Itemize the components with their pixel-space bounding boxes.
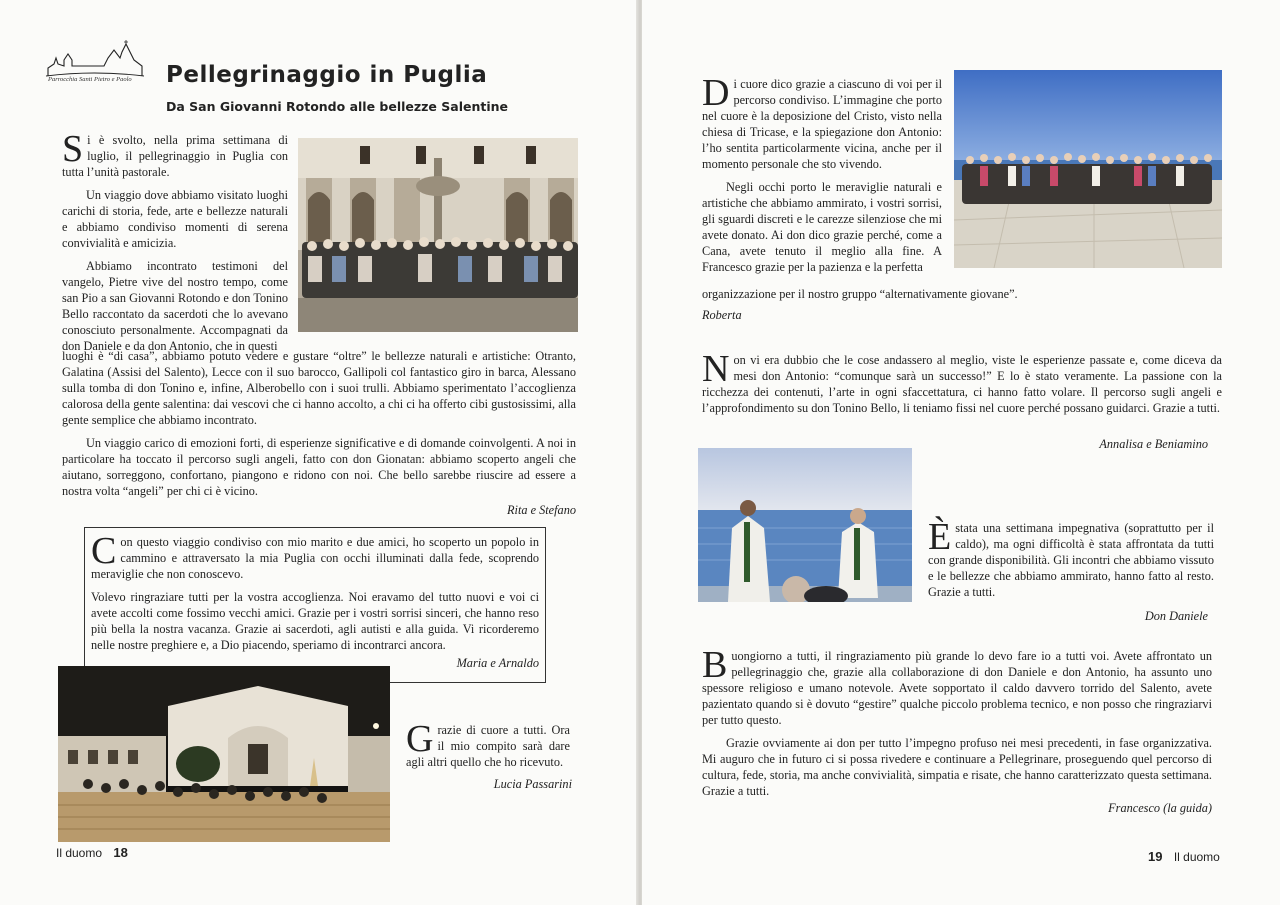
signature: Don Daniele <box>1144 609 1208 623</box>
paragraph: organizzazione per il nostro gruppo “alternativamente giovane”. <box>702 287 1018 301</box>
article-2 <box>702 348 1222 416</box>
group-seaside-photo <box>954 70 1222 268</box>
article-1-bottom <box>62 348 576 499</box>
paragraph: Con questo viaggio condiviso con mio marito e due amici, ho scoperto un popolo in cammino e attraversato la mia Puglia con occhi illuminati dalla fede, scoprendo meraviglie che non conoscevo. <box>91 530 539 581</box>
paragraph: Negli occhi porto le meraviglie naturali e artistiche che abbiamo ammirato, i vostri sorrisi, gli sguardi discreti e le carezze silenziose che mi avete donato. Ai don dico grazie perché, come a Cana, avete tenuto il meglio alla fine. A Francesco grazie per la pazienza e la perfetta <box>702 180 942 274</box>
page-number: 19 <box>1148 849 1163 864</box>
page-number: 18 <box>113 845 128 860</box>
night-church-photo <box>58 666 390 842</box>
drop-cap: D <box>702 72 730 114</box>
signature: Lucia Passarini <box>493 777 572 791</box>
boxed-testimony <box>84 527 546 683</box>
magazine-name: Il duomo <box>56 846 103 860</box>
article-subtitle: Da San Giovanni Rotondo alle bellezze Salentine <box>166 99 508 114</box>
page-footer <box>1148 849 1220 864</box>
paragraph: luoghi è “di casa”, abbiamo potuto vedere e gustare “oltre” le bellezze naturali e artistiche: Otranto, Galatina (Assisi del Salento), Lecce con il suo barocco, Gallipoli col fantastico giro in barca, Alessano sulla tomba di don Tonino e, infine, Alberobello con i suoi trulli. Abbiamo sperimentato l’accoglienza calorosa della gente salentina: dai vescovi che ci hanno accolto, a chi ci ha offerto cibi gustosissimi, alla gente semplice che abbiamo incontrato. <box>62 349 576 427</box>
paragraph: Un viaggio dove abbiamo visitato luoghi carichi di storia, fede, arte e bellezze naturali e abbiamo condiviso momenti di serena convivialità e amicizia. <box>62 188 288 250</box>
priests-by-sea-photo <box>698 448 912 602</box>
paragraph: Grazie ovviamente ai don per tutto l’impegno profuso nei mesi precedenti, in fase organizzativa. Mi auguro che in futuro ci si possa rivedere e continuare a Pellegrinare, proseguendo quel percorso di cultura, fede, storia, ma anche convivialità, simpatia e risate, che hanno caratterizzato questa settimana. Grazie a tutti. <box>702 736 1212 798</box>
page-footer <box>56 845 128 860</box>
paragraph: Si è svolto, nella prima settimana di luglio, il pellegrinaggio in Puglia con tutta l’unità pastorale. <box>62 128 288 179</box>
group-courtyard-photo <box>298 138 578 332</box>
drop-cap: S <box>62 128 84 170</box>
article-1-top <box>702 72 942 275</box>
signature: Rita e Stefano <box>507 503 576 517</box>
drop-cap: B <box>702 644 728 686</box>
signature: Francesco (la guida) <box>1108 801 1212 815</box>
signature: Roberta <box>702 308 742 322</box>
left-page <box>0 0 638 905</box>
drop-cap: N <box>702 348 730 390</box>
article-1-bottom <box>702 286 1222 302</box>
paragraph: Èstata una settimana impegnativa (soprattutto per il caldo), ma ogni difficoltà è stata affrontata da tutti con grande disponibilità. Gli incontri che abbiamo vissuto e le bellezze che abbiamo ammirato, hanno fatto al resto. Grazie a tutti. <box>928 516 1214 599</box>
paragraph: Non vi era dubbio che le cose andassero al meglio, viste le esperienze passate e, come diceva da mesi don Antonio: “comunque sarà un successo!” E lo è stato veramente. La passione con la ricchezza dei contenuti, l’arte in ogni sfaccettatura, ci hanno fatto volare. Il percorso sugli angeli e l’approfondimento su don Tonino Bello, li teniamo fissi nel cuore perché possano guidarci. Grazie a tutti. <box>702 348 1222 415</box>
paragraph: Volevo ringraziare tutti per la vostra accoglienza. Noi eravamo del tutto nuovi e voi ci avete accolti come fossimo vecchi amici. Grazie per i vostri sorrisi sinceri, che hanno reso più bella la nostra vacanza. Grazie ai sacerdoti, agli autisti e alla guida. Vi ricorderemo nelle nostre preghiere e, a Dio piacendo, speriamo di incontrarci ancora. <box>91 590 539 652</box>
drop-cap: G <box>406 718 434 760</box>
right-page <box>642 0 1280 905</box>
paragraph: Un viaggio carico di emozioni forti, di esperienze significative e di domande coinvolgenti. A noi in particolare ha toccato il percorso sugli angeli, fatto con don Gionatan: abbiamo scoperto angeli che aiutano, sorreggono, confortano, piangono e ridono con noi. Che bello sarebbe riuscire ad essere a nostra volta “angeli” per chi ci è vicino. <box>62 436 576 498</box>
signature: Annalisa e Beniamino <box>1099 437 1208 451</box>
paragraph: Di cuore dico grazie a ciascuno di voi per il percorso condiviso. L’immagine che porto nel cuore è la deposizione del Cristo, visto nella chiesa di Tricase, e la spiegazione don Antonio: l’ho sentita particolarmente vicina, anche per il momento personale che sto vivendo. <box>702 72 942 171</box>
drop-cap: È <box>928 516 952 558</box>
article-4 <box>702 644 1212 799</box>
parish-name: Parrocchia Santi Pietro e Paolo <box>48 76 132 83</box>
article-3 <box>928 516 1214 600</box>
signature: Maria e Arnaldo <box>456 656 539 670</box>
article-3 <box>406 718 570 770</box>
magazine-name: Il duomo <box>1173 850 1220 864</box>
article-1-top <box>62 128 288 354</box>
article-title: Pellegrinaggio in Puglia <box>166 62 488 88</box>
drop-cap: C <box>91 530 117 572</box>
paragraph: Grazie di cuore a tutti. Ora il mio compito sarà dare agli altri quello che ho ricevuto. <box>406 718 570 769</box>
paragraph: Abbiamo incontrato testimoni del vangelo, Pietre vive del nostro tempo, come san Pio a san Giovanni Rotondo e don Tonino Bello raccontato da sacerdoti che lo avevano conosciuto personalmente. Accompagnati da don Daniele e da don Antonio, che in questi <box>62 259 288 353</box>
paragraph: Buongiorno a tutti, il ringraziamento più grande lo devo fare io a tutti voi. Avete affrontato un pellegrinaggio che, grazie alla collaborazione di don Daniele e don Antonio, ha assunto uno spessore religioso e umano notevole. Avete sopportato il caldo davvero torrido del Salento, avete pazientato quando si è dovuto “gestire” qualche piccolo problema tecnico, e non posso che ringraziarvi per tutto questo. <box>702 644 1212 727</box>
